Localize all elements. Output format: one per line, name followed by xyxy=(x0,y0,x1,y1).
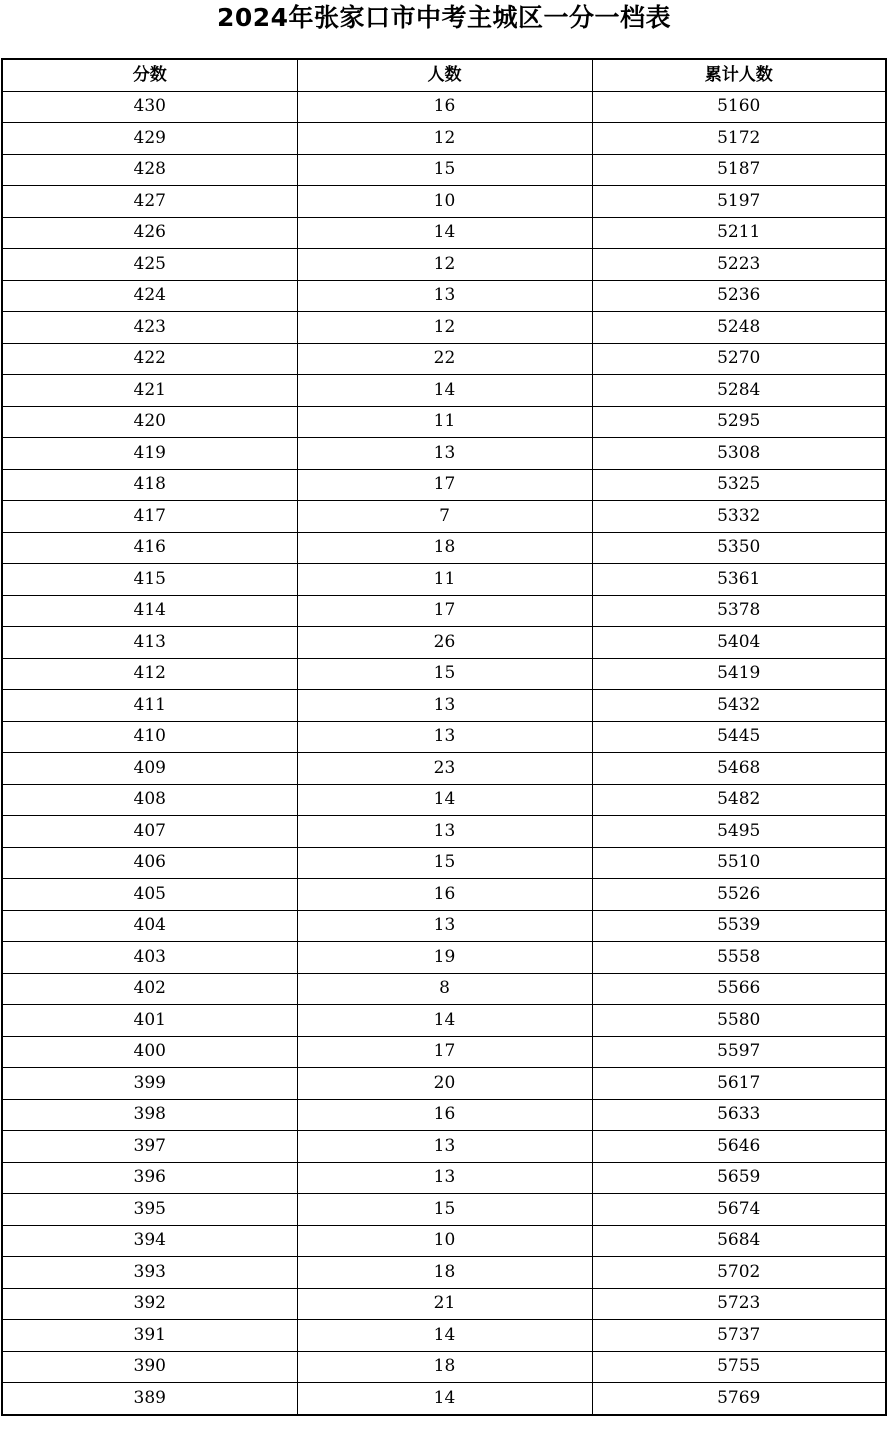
cell-count: 14 xyxy=(297,1383,592,1415)
cell-score: 429 xyxy=(2,123,297,155)
cell-cumulative: 5270 xyxy=(592,343,886,375)
table-row xyxy=(2,406,886,438)
cell-score: 421 xyxy=(2,375,297,407)
cell-score: 406 xyxy=(2,847,297,879)
table-row xyxy=(2,721,886,753)
cell-cumulative: 5566 xyxy=(592,973,886,1005)
cell-cumulative: 5284 xyxy=(592,375,886,407)
cell-count: 8 xyxy=(297,973,592,1005)
table-row xyxy=(2,343,886,375)
cell-cumulative: 5482 xyxy=(592,784,886,816)
table-row xyxy=(2,1005,886,1037)
table-row xyxy=(2,847,886,879)
cell-score: 427 xyxy=(2,186,297,218)
table-row xyxy=(2,1068,886,1100)
cell-count: 18 xyxy=(297,1257,592,1289)
table-row xyxy=(2,658,886,690)
cell-cumulative: 5187 xyxy=(592,154,886,186)
table-row xyxy=(2,312,886,344)
table-row xyxy=(2,532,886,564)
cell-score: 409 xyxy=(2,753,297,785)
cell-cumulative: 5755 xyxy=(592,1351,886,1383)
cell-count: 13 xyxy=(297,690,592,722)
cell-score: 401 xyxy=(2,1005,297,1037)
table-row xyxy=(2,469,886,501)
cell-cumulative: 5332 xyxy=(592,501,886,533)
cell-cumulative: 5172 xyxy=(592,123,886,155)
cell-cumulative: 5723 xyxy=(592,1288,886,1320)
cell-count: 17 xyxy=(297,469,592,501)
table-row xyxy=(2,690,886,722)
cell-cumulative: 5510 xyxy=(592,847,886,879)
cell-cumulative: 5378 xyxy=(592,595,886,627)
table-row xyxy=(2,1225,886,1257)
cell-count: 17 xyxy=(297,1036,592,1068)
table-row xyxy=(2,910,886,942)
cell-cumulative: 5702 xyxy=(592,1257,886,1289)
cell-count: 12 xyxy=(297,123,592,155)
cell-cumulative: 5445 xyxy=(592,721,886,753)
cell-count: 13 xyxy=(297,721,592,753)
table-row xyxy=(2,753,886,785)
cell-cumulative: 5325 xyxy=(592,469,886,501)
score-distribution-table xyxy=(1,58,887,1416)
cell-cumulative: 5580 xyxy=(592,1005,886,1037)
cell-cumulative: 5236 xyxy=(592,280,886,312)
table-row xyxy=(2,564,886,596)
cell-count: 15 xyxy=(297,154,592,186)
cell-count: 15 xyxy=(297,1194,592,1226)
table-row xyxy=(2,91,886,123)
cell-count: 20 xyxy=(297,1068,592,1100)
cell-score: 418 xyxy=(2,469,297,501)
cell-count: 12 xyxy=(297,312,592,344)
table-row xyxy=(2,1194,886,1226)
cell-cumulative: 5659 xyxy=(592,1162,886,1194)
cell-count: 17 xyxy=(297,595,592,627)
cell-cumulative: 5350 xyxy=(592,532,886,564)
cell-cumulative: 5617 xyxy=(592,1068,886,1100)
cell-count: 7 xyxy=(297,501,592,533)
cell-count: 23 xyxy=(297,753,592,785)
cell-score: 425 xyxy=(2,249,297,281)
cell-score: 422 xyxy=(2,343,297,375)
table-row xyxy=(2,1320,886,1352)
cell-score: 404 xyxy=(2,910,297,942)
cell-count: 22 xyxy=(297,343,592,375)
table-row xyxy=(2,280,886,312)
cell-score: 415 xyxy=(2,564,297,596)
table-row xyxy=(2,375,886,407)
cell-count: 14 xyxy=(297,784,592,816)
cell-cumulative: 5684 xyxy=(592,1225,886,1257)
table-row xyxy=(2,438,886,470)
cell-count: 18 xyxy=(297,1351,592,1383)
cell-cumulative: 5468 xyxy=(592,753,886,785)
cell-cumulative: 5404 xyxy=(592,627,886,659)
cell-cumulative: 5160 xyxy=(592,91,886,123)
cell-count: 13 xyxy=(297,1131,592,1163)
table-row xyxy=(2,123,886,155)
cell-score: 399 xyxy=(2,1068,297,1100)
cell-cumulative: 5526 xyxy=(592,879,886,911)
cell-count: 16 xyxy=(297,91,592,123)
table-body xyxy=(2,91,886,1415)
table-row xyxy=(2,784,886,816)
cell-count: 13 xyxy=(297,280,592,312)
cell-count: 19 xyxy=(297,942,592,974)
header-cumulative: 累计人数 xyxy=(592,59,886,91)
cell-count: 15 xyxy=(297,658,592,690)
cell-cumulative: 5495 xyxy=(592,816,886,848)
cell-score: 403 xyxy=(2,942,297,974)
table-row xyxy=(2,501,886,533)
cell-cumulative: 5248 xyxy=(592,312,886,344)
cell-score: 397 xyxy=(2,1131,297,1163)
cell-cumulative: 5558 xyxy=(592,942,886,974)
cell-count: 14 xyxy=(297,1005,592,1037)
table-row xyxy=(2,1351,886,1383)
cell-score: 420 xyxy=(2,406,297,438)
cell-score: 428 xyxy=(2,154,297,186)
cell-count: 13 xyxy=(297,1162,592,1194)
table-header-row xyxy=(2,59,886,91)
cell-score: 400 xyxy=(2,1036,297,1068)
table-row xyxy=(2,217,886,249)
table-row xyxy=(2,1288,886,1320)
cell-score: 393 xyxy=(2,1257,297,1289)
cell-count: 13 xyxy=(297,816,592,848)
cell-score: 396 xyxy=(2,1162,297,1194)
cell-cumulative: 5223 xyxy=(592,249,886,281)
cell-cumulative: 5295 xyxy=(592,406,886,438)
cell-cumulative: 5432 xyxy=(592,690,886,722)
cell-score: 408 xyxy=(2,784,297,816)
cell-score: 410 xyxy=(2,721,297,753)
table-row xyxy=(2,1099,886,1131)
cell-count: 13 xyxy=(297,438,592,470)
cell-count: 10 xyxy=(297,186,592,218)
cell-cumulative: 5674 xyxy=(592,1194,886,1226)
cell-cumulative: 5633 xyxy=(592,1099,886,1131)
cell-count: 15 xyxy=(297,847,592,879)
cell-score: 412 xyxy=(2,658,297,690)
cell-cumulative: 5646 xyxy=(592,1131,886,1163)
cell-score: 426 xyxy=(2,217,297,249)
cell-score: 416 xyxy=(2,532,297,564)
cell-cumulative: 5361 xyxy=(592,564,886,596)
table-row xyxy=(2,879,886,911)
table-row xyxy=(2,1036,886,1068)
table-row xyxy=(2,1383,886,1415)
table-row xyxy=(2,627,886,659)
table-row xyxy=(2,1162,886,1194)
cell-score: 414 xyxy=(2,595,297,627)
cell-score: 417 xyxy=(2,501,297,533)
cell-count: 13 xyxy=(297,910,592,942)
cell-count: 11 xyxy=(297,564,592,596)
table-row xyxy=(2,816,886,848)
table-row xyxy=(2,1257,886,1289)
cell-score: 413 xyxy=(2,627,297,659)
table-row xyxy=(2,186,886,218)
table-row xyxy=(2,154,886,186)
cell-score: 424 xyxy=(2,280,297,312)
cell-count: 12 xyxy=(297,249,592,281)
cell-count: 18 xyxy=(297,532,592,564)
cell-score: 402 xyxy=(2,973,297,1005)
cell-score: 407 xyxy=(2,816,297,848)
cell-score: 411 xyxy=(2,690,297,722)
cell-score: 391 xyxy=(2,1320,297,1352)
cell-cumulative: 5211 xyxy=(592,217,886,249)
cell-score: 419 xyxy=(2,438,297,470)
header-score: 分数 xyxy=(2,59,297,91)
cell-cumulative: 5597 xyxy=(592,1036,886,1068)
header-count: 人数 xyxy=(297,59,592,91)
cell-count: 11 xyxy=(297,406,592,438)
cell-count: 14 xyxy=(297,217,592,249)
cell-count: 14 xyxy=(297,1320,592,1352)
cell-cumulative: 5539 xyxy=(592,910,886,942)
table-row xyxy=(2,595,886,627)
cell-score: 390 xyxy=(2,1351,297,1383)
cell-count: 16 xyxy=(297,879,592,911)
table-row xyxy=(2,942,886,974)
table-row xyxy=(2,973,886,1005)
cell-cumulative: 5769 xyxy=(592,1383,886,1415)
cell-score: 405 xyxy=(2,879,297,911)
cell-count: 10 xyxy=(297,1225,592,1257)
cell-cumulative: 5197 xyxy=(592,186,886,218)
cell-score: 394 xyxy=(2,1225,297,1257)
cell-cumulative: 5737 xyxy=(592,1320,886,1352)
cell-count: 26 xyxy=(297,627,592,659)
cell-score: 392 xyxy=(2,1288,297,1320)
cell-score: 398 xyxy=(2,1099,297,1131)
table-row xyxy=(2,1131,886,1163)
table-row xyxy=(2,249,886,281)
cell-count: 21 xyxy=(297,1288,592,1320)
cell-count: 14 xyxy=(297,375,592,407)
page-title: 2024年张家口市中考主城区一分一档表 xyxy=(216,3,672,32)
cell-score: 395 xyxy=(2,1194,297,1226)
cell-count: 16 xyxy=(297,1099,592,1131)
cell-score: 430 xyxy=(2,91,297,123)
cell-cumulative: 5419 xyxy=(592,658,886,690)
cell-cumulative: 5308 xyxy=(592,438,886,470)
cell-score: 423 xyxy=(2,312,297,344)
cell-score: 389 xyxy=(2,1383,297,1415)
